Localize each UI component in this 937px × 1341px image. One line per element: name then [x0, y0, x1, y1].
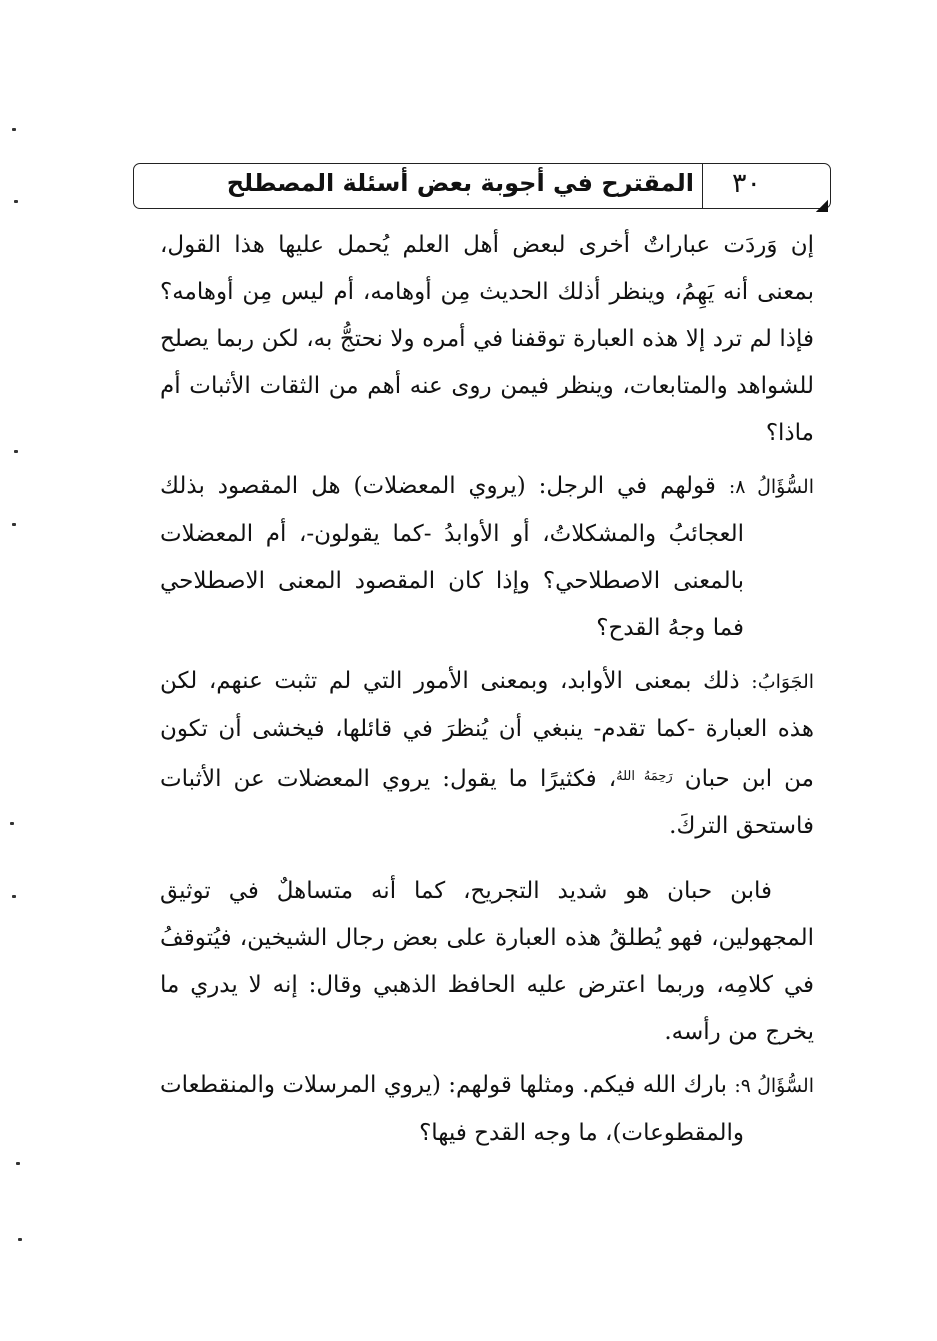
- question-9-text: بارك الله فيكم. ومثلها قولهم: (يروي المرسلات والمنقطعات والمقطوعات)، ما وجه القدح فيها؟: [160, 1072, 744, 1146]
- answer-8-text-1: ذلك بمعنى الأوابد، وبمعنى الأمور التي لم تثبت عنهم، لكن هذه العبارة -كما تقدم- ينبغي أن يُنظرَ في قائلها، فيخشى أن تكون من ابن حبان: [160, 668, 814, 792]
- question-9: [160, 1062, 814, 1157]
- paragraph-ibn-hibban: فابن حبان هو شديد التجريح، كما أنه متساهلٌ في توثيق المجهولين، فهو يُطلقُ هذه العبارة على بعض رجال الشيخين، فيُتوقفُ في كلامِه، وربما اعترض عليه الحافظ الذهبي وقال: إنه لا يدري ما يخرج من رأسه.: [160, 878, 814, 1045]
- header-corner-mark: ◢: [815, 195, 828, 214]
- question-8: [160, 463, 814, 652]
- scan-speck: [12, 895, 16, 898]
- scan-speck: [14, 450, 18, 453]
- page-body: [160, 222, 814, 1157]
- scan-speck: [16, 1162, 20, 1165]
- answer-8: [160, 658, 814, 850]
- book-title: المقترح في أجوبة بعض أسئلة المصطلح: [226, 169, 694, 197]
- question-8-label: السُّؤَالُ ٨:: [728, 476, 814, 498]
- honorific-glyph: رَحِمَهُ اللهُ: [616, 769, 673, 784]
- scan-speck: [12, 128, 16, 131]
- answer-8-label: الجَوَابُ:: [751, 671, 815, 693]
- question-9-label: السُّؤَالُ ٩:: [734, 1075, 814, 1097]
- header-divider: [702, 164, 703, 208]
- scan-speck: [10, 822, 14, 825]
- scan-speck: [18, 1238, 22, 1241]
- running-header: [133, 163, 831, 214]
- paragraph-continuation: إن وَردَت عباراتٌ أخرى لبعض أهل العلم يُحمل عليها هذا القول، بمعنى أنه يَهِمُ، وينظر أذلك الحديث مِن أوهامه، أم ليس مِن أوهامه؟ فإذا لم ترد إلا هذه العبارة توقفنا في أمره ولا نحتجُّ به، لكن ربما يصلح للشواهد والمتابعات، وينظر فيمن روى عنه أهم من الثقات الأثبات أم ماذا؟: [160, 232, 814, 446]
- scan-speck: [14, 200, 18, 203]
- scan-speck: [12, 523, 16, 526]
- question-8-text: قولهم في الرجل: (يروي المعضلات) هل المقصود بذلك العجائبُ والمشكلاتُ، أو الأوابدُ -كما يقولون-، أم المعضلات بالمعنى الاصطلاحي؟ وإذا كان المقصود المعنى الاصطلاحي فما وجهُ القدح؟: [160, 473, 744, 641]
- answer-8-text-2: ، فكثيرًا ما يقول: يروي المعضلات عن الأثبات فاستحق التركَ.: [160, 766, 814, 839]
- page-number: ٣٠: [731, 168, 761, 199]
